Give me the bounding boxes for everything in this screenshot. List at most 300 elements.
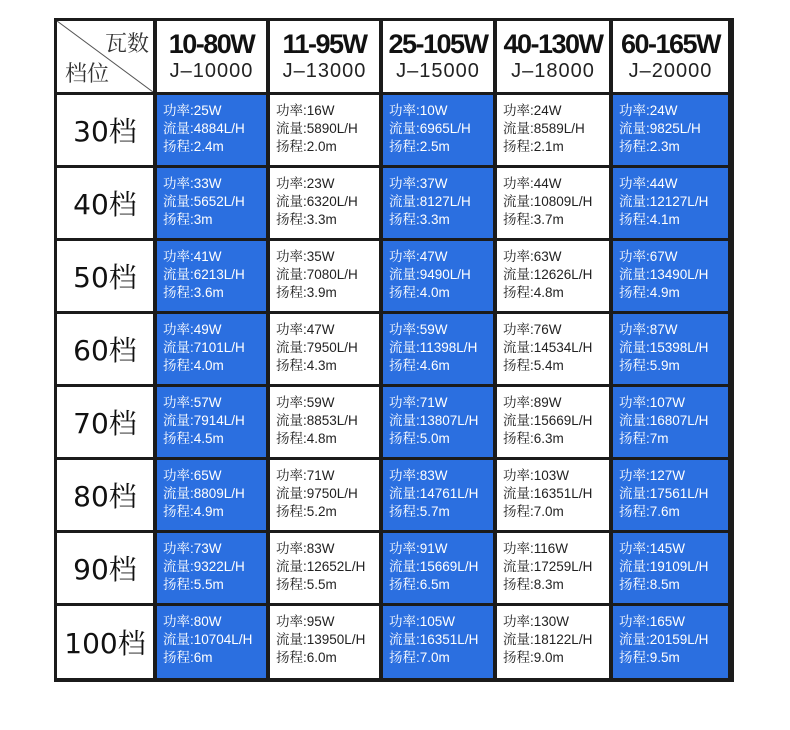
power-value: 67W — [649, 249, 678, 264]
flow-label: 流量: — [503, 340, 534, 355]
head-label: 扬程: — [389, 212, 420, 227]
head-line — [389, 503, 493, 521]
power-line — [389, 467, 493, 485]
flow-label: 流量: — [276, 632, 307, 647]
row-level-header: 50档 — [57, 241, 153, 311]
power-label: 功率: — [503, 249, 534, 264]
power-line — [503, 467, 609, 485]
power-value: 59W — [306, 395, 335, 410]
column-header — [383, 21, 493, 92]
flow-line — [619, 631, 728, 649]
spec-cell — [497, 460, 609, 530]
column-model: J–13000 — [282, 60, 367, 82]
head-label: 扬程: — [389, 504, 420, 519]
head-line — [619, 138, 728, 156]
head-label: 扬程: — [503, 212, 534, 227]
flow-line — [619, 485, 728, 503]
head-value: 2.0m — [306, 139, 337, 154]
flow-label: 流量: — [163, 559, 194, 574]
power-label: 功率: — [276, 614, 307, 629]
column-model: J–10000 — [169, 60, 254, 82]
flow-label: 流量: — [276, 267, 307, 282]
flow-value: 7101L/H — [193, 340, 245, 355]
flow-label: 流量: — [619, 340, 650, 355]
spec-cell — [497, 95, 609, 165]
head-line — [619, 430, 728, 448]
power-value: 87W — [649, 322, 678, 337]
power-line — [503, 540, 609, 558]
column-header — [270, 21, 379, 92]
head-line — [389, 357, 493, 375]
power-line — [619, 467, 728, 485]
head-label: 扬程: — [163, 212, 194, 227]
flow-label: 流量: — [389, 267, 420, 282]
column-header — [613, 21, 728, 92]
flow-value: 5652L/H — [193, 194, 245, 209]
head-line — [276, 357, 379, 375]
head-line — [276, 430, 379, 448]
flow-line — [389, 339, 493, 357]
head-value: 6.5m — [419, 577, 450, 592]
flow-line — [503, 558, 609, 576]
flow-value: 11398L/H — [419, 340, 478, 355]
corner-watt-label: 瓦数 — [104, 32, 149, 57]
head-value: 3.9m — [306, 285, 337, 300]
head-label: 扬程: — [276, 431, 307, 446]
flow-value: 20159L/H — [649, 632, 709, 647]
head-label: 扬程: — [389, 139, 420, 154]
head-line — [503, 284, 609, 302]
power-label: 功率: — [163, 176, 194, 191]
head-value: 5.2m — [306, 504, 337, 519]
flow-value: 6965L/H — [419, 121, 471, 136]
head-label: 扬程: — [163, 577, 194, 592]
head-line — [276, 649, 379, 667]
flow-value: 7080L/H — [306, 267, 358, 282]
power-line — [389, 540, 493, 558]
power-value: 165W — [649, 614, 686, 629]
power-line — [389, 321, 493, 339]
power-label: 功率: — [503, 176, 534, 191]
spec-cell — [270, 314, 379, 384]
flow-label: 流量: — [276, 121, 307, 136]
power-label: 功率: — [163, 614, 194, 629]
head-value: 6m — [193, 650, 213, 665]
column-watt-range: 11-95W — [282, 29, 367, 59]
head-line — [503, 357, 609, 375]
power-label: 功率: — [389, 395, 420, 410]
power-value: 145W — [649, 541, 686, 556]
flow-value: 12626L/H — [533, 267, 593, 282]
head-label: 扬程: — [503, 285, 534, 300]
row-level-header: 30档 — [57, 95, 153, 165]
flow-value: 10704L/H — [193, 632, 253, 647]
power-value: 89W — [533, 395, 562, 410]
head-line — [276, 503, 379, 521]
head-value: 2.5m — [419, 139, 450, 154]
spec-cell — [613, 606, 728, 678]
flow-label: 流量: — [389, 632, 420, 647]
flow-value: 9825L/H — [649, 121, 701, 136]
spec-cell — [497, 387, 609, 457]
power-line — [276, 613, 379, 631]
head-line — [503, 576, 609, 594]
head-line — [163, 138, 266, 156]
power-value: 23W — [306, 176, 335, 191]
flow-line — [389, 412, 493, 430]
power-line — [276, 321, 379, 339]
head-value: 4.1m — [649, 212, 680, 227]
power-line — [389, 613, 493, 631]
flow-value: 9490L/H — [419, 267, 471, 282]
flow-value: 10809L/H — [533, 194, 593, 209]
flow-line — [163, 412, 266, 430]
spec-cell — [270, 241, 379, 311]
power-label: 功率: — [619, 249, 650, 264]
head-line — [389, 138, 493, 156]
head-line — [389, 284, 493, 302]
flow-label: 流量: — [619, 559, 650, 574]
flow-label: 流量: — [389, 486, 420, 501]
head-label: 扬程: — [163, 285, 194, 300]
power-label: 功率: — [163, 541, 194, 556]
power-value: 47W — [419, 249, 448, 264]
spec-cell — [497, 533, 609, 603]
flow-label: 流量: — [276, 194, 307, 209]
head-line — [619, 284, 728, 302]
head-line — [163, 503, 266, 521]
spec-cell — [157, 95, 266, 165]
head-line — [619, 357, 728, 375]
flow-value: 14761L/H — [419, 486, 479, 501]
flow-line — [389, 631, 493, 649]
head-label: 扬程: — [389, 285, 420, 300]
flow-value: 15669L/H — [419, 559, 479, 574]
head-line — [163, 284, 266, 302]
flow-line — [389, 485, 493, 503]
flow-line — [276, 120, 379, 138]
head-label: 扬程: — [619, 285, 650, 300]
head-value: 3.3m — [419, 212, 450, 227]
flow-label: 流量: — [276, 486, 307, 501]
flow-label: 流量: — [619, 267, 650, 282]
head-line — [389, 211, 493, 229]
head-value: 9.0m — [533, 650, 564, 665]
head-label: 扬程: — [276, 650, 307, 665]
power-label: 功率: — [276, 468, 307, 483]
flow-value: 16351L/H — [533, 486, 593, 501]
power-line — [163, 467, 266, 485]
spec-cell — [157, 168, 266, 238]
power-value: 33W — [193, 176, 222, 191]
power-line — [619, 321, 728, 339]
flow-label: 流量: — [503, 632, 534, 647]
power-value: 47W — [306, 322, 335, 337]
power-label: 功率: — [276, 541, 307, 556]
power-label: 功率: — [503, 103, 534, 118]
flow-line — [163, 485, 266, 503]
flow-line — [276, 558, 379, 576]
head-value: 5.5m — [306, 577, 337, 592]
flow-line — [163, 558, 266, 576]
power-label: 功率: — [163, 249, 194, 264]
flow-label: 流量: — [389, 121, 420, 136]
head-value: 7.6m — [649, 504, 680, 519]
power-label: 功率: — [389, 322, 420, 337]
head-value: 5.5m — [193, 577, 224, 592]
spec-cell — [157, 460, 266, 530]
spec-cell — [270, 95, 379, 165]
head-line — [276, 576, 379, 594]
spec-cell — [383, 387, 493, 457]
power-value: 25W — [193, 103, 222, 118]
power-label: 功率: — [276, 249, 307, 264]
flow-line — [503, 339, 609, 357]
head-value: 5.9m — [649, 358, 680, 373]
power-line — [503, 248, 609, 266]
head-value: 3.3m — [306, 212, 337, 227]
flow-value: 13950L/H — [306, 632, 366, 647]
power-value: 103W — [533, 468, 570, 483]
head-label: 扬程: — [503, 358, 534, 373]
spec-cell — [613, 168, 728, 238]
power-label: 功率: — [619, 614, 650, 629]
power-line — [163, 540, 266, 558]
spec-cell — [270, 606, 379, 678]
flow-line — [163, 266, 266, 284]
power-value: 105W — [419, 614, 456, 629]
flow-line — [163, 120, 266, 138]
head-line — [163, 649, 266, 667]
power-label: 功率: — [163, 468, 194, 483]
power-label: 功率: — [389, 103, 420, 118]
power-label: 功率: — [276, 322, 307, 337]
power-line — [619, 613, 728, 631]
power-line — [619, 102, 728, 120]
flow-label: 流量: — [163, 194, 194, 209]
power-label: 功率: — [389, 249, 420, 264]
head-value: 9.5m — [649, 650, 680, 665]
head-line — [619, 649, 728, 667]
power-label: 功率: — [389, 541, 420, 556]
column-model: J–15000 — [396, 60, 480, 82]
row-level-header: 90档 — [57, 533, 153, 603]
power-value: 59W — [419, 322, 448, 337]
head-line — [619, 211, 728, 229]
power-line — [163, 248, 266, 266]
head-value: 3m — [193, 212, 213, 227]
head-value: 8.5m — [649, 577, 680, 592]
flow-label: 流量: — [619, 121, 650, 136]
power-value: 37W — [419, 176, 448, 191]
power-label: 功率: — [619, 468, 650, 483]
head-line — [503, 503, 609, 521]
head-value: 2.1m — [533, 139, 564, 154]
head-label: 扬程: — [163, 139, 194, 154]
spec-cell — [383, 533, 493, 603]
power-value: 35W — [306, 249, 335, 264]
power-line — [276, 102, 379, 120]
head-label: 扬程: — [619, 577, 650, 592]
power-label: 功率: — [163, 103, 194, 118]
head-label: 扬程: — [389, 577, 420, 592]
head-value: 4.8m — [533, 285, 564, 300]
flow-line — [503, 631, 609, 649]
corner-header — [57, 21, 153, 92]
flow-label: 流量: — [276, 413, 307, 428]
spec-cell — [497, 241, 609, 311]
flow-label: 流量: — [276, 559, 307, 574]
power-label: 功率: — [503, 541, 534, 556]
flow-line — [503, 120, 609, 138]
flow-label: 流量: — [503, 267, 534, 282]
column-header — [497, 21, 609, 92]
flow-value: 19109L/H — [649, 559, 709, 574]
flow-value: 4884L/H — [193, 121, 245, 136]
power-value: 130W — [533, 614, 570, 629]
power-value: 127W — [649, 468, 686, 483]
flow-value: 16351L/H — [419, 632, 479, 647]
spec-cell — [613, 241, 728, 311]
head-line — [619, 576, 728, 594]
flow-line — [163, 631, 266, 649]
flow-line — [503, 412, 609, 430]
power-label: 功率: — [619, 103, 650, 118]
power-value: 73W — [193, 541, 222, 556]
head-value: 4.3m — [306, 358, 337, 373]
head-value: 4.6m — [419, 358, 450, 373]
spec-cell — [270, 533, 379, 603]
flow-label: 流量: — [619, 194, 650, 209]
flow-label: 流量: — [619, 413, 650, 428]
power-line — [503, 321, 609, 339]
head-value: 2.3m — [649, 139, 680, 154]
spec-cell — [157, 533, 266, 603]
power-value: 71W — [306, 468, 335, 483]
spec-cell — [613, 533, 728, 603]
head-value: 5.7m — [419, 504, 450, 519]
flow-label: 流量: — [163, 486, 194, 501]
spec-cell — [613, 387, 728, 457]
head-value: 4.0m — [419, 285, 450, 300]
head-line — [276, 211, 379, 229]
column-watt-range: 40-130W — [503, 29, 603, 59]
flow-label: 流量: — [276, 340, 307, 355]
power-line — [276, 394, 379, 412]
head-label: 扬程: — [389, 650, 420, 665]
spec-cell — [613, 95, 728, 165]
head-line — [503, 649, 609, 667]
head-value: 7.0m — [419, 650, 450, 665]
power-value: 41W — [193, 249, 222, 264]
head-label: 扬程: — [389, 431, 420, 446]
flow-value: 8853L/H — [306, 413, 358, 428]
power-line — [619, 394, 728, 412]
column-header — [157, 21, 266, 92]
spec-cell — [383, 460, 493, 530]
spec-cell — [497, 606, 609, 678]
spec-cell — [157, 314, 266, 384]
row-level-header: 60档 — [57, 314, 153, 384]
flow-line — [163, 339, 266, 357]
power-label: 功率: — [503, 468, 534, 483]
flow-label: 流量: — [163, 121, 194, 136]
head-label: 扬程: — [276, 504, 307, 519]
spec-cell — [497, 168, 609, 238]
power-label: 功率: — [389, 176, 420, 191]
corner-level-label: 档位 — [65, 62, 110, 87]
flow-line — [389, 120, 493, 138]
power-line — [163, 394, 266, 412]
spec-cell — [157, 606, 266, 678]
head-value: 4.9m — [193, 504, 224, 519]
power-line — [276, 175, 379, 193]
flow-line — [276, 412, 379, 430]
flow-line — [389, 193, 493, 211]
head-label: 扬程: — [619, 358, 650, 373]
flow-label: 流量: — [619, 486, 650, 501]
flow-line — [276, 631, 379, 649]
flow-line — [619, 193, 728, 211]
power-label: 功率: — [619, 176, 650, 191]
flow-line — [619, 266, 728, 284]
row-level-header: 70档 — [57, 387, 153, 457]
head-label: 扬程: — [503, 577, 534, 592]
power-line — [163, 321, 266, 339]
flow-label: 流量: — [503, 413, 534, 428]
head-label: 扬程: — [619, 212, 650, 227]
head-label: 扬程: — [163, 431, 194, 446]
flow-line — [503, 485, 609, 503]
flow-label: 流量: — [503, 194, 534, 209]
head-value: 5.4m — [533, 358, 564, 373]
row-level-header: 80档 — [57, 460, 153, 530]
spec-cell — [270, 168, 379, 238]
spec-table — [54, 18, 734, 682]
head-line — [503, 211, 609, 229]
power-label: 功率: — [619, 541, 650, 556]
head-label: 扬程: — [276, 358, 307, 373]
head-value: 2.4m — [193, 139, 224, 154]
column-watt-range: 60-165W — [620, 29, 721, 59]
power-line — [619, 175, 728, 193]
flow-value: 15669L/H — [533, 413, 593, 428]
power-label: 功率: — [276, 176, 307, 191]
spec-cell — [270, 387, 379, 457]
flow-line — [276, 485, 379, 503]
flow-value: 5890L/H — [306, 121, 358, 136]
head-label: 扬程: — [503, 504, 534, 519]
head-value: 6.0m — [306, 650, 337, 665]
power-label: 功率: — [163, 395, 194, 410]
spec-cell — [613, 460, 728, 530]
flow-value: 15398L/H — [649, 340, 709, 355]
power-label: 功率: — [619, 395, 650, 410]
flow-line — [276, 193, 379, 211]
power-line — [163, 102, 266, 120]
power-line — [163, 613, 266, 631]
head-value: 7.0m — [533, 504, 564, 519]
flow-line — [276, 266, 379, 284]
head-label: 扬程: — [163, 358, 194, 373]
power-value: 57W — [193, 395, 222, 410]
flow-value: 14534L/H — [533, 340, 593, 355]
flow-value: 8127L/H — [419, 194, 471, 209]
power-label: 功率: — [389, 614, 420, 629]
flow-label: 流量: — [503, 559, 534, 574]
spec-cell — [383, 168, 493, 238]
power-value: 16W — [306, 103, 335, 118]
